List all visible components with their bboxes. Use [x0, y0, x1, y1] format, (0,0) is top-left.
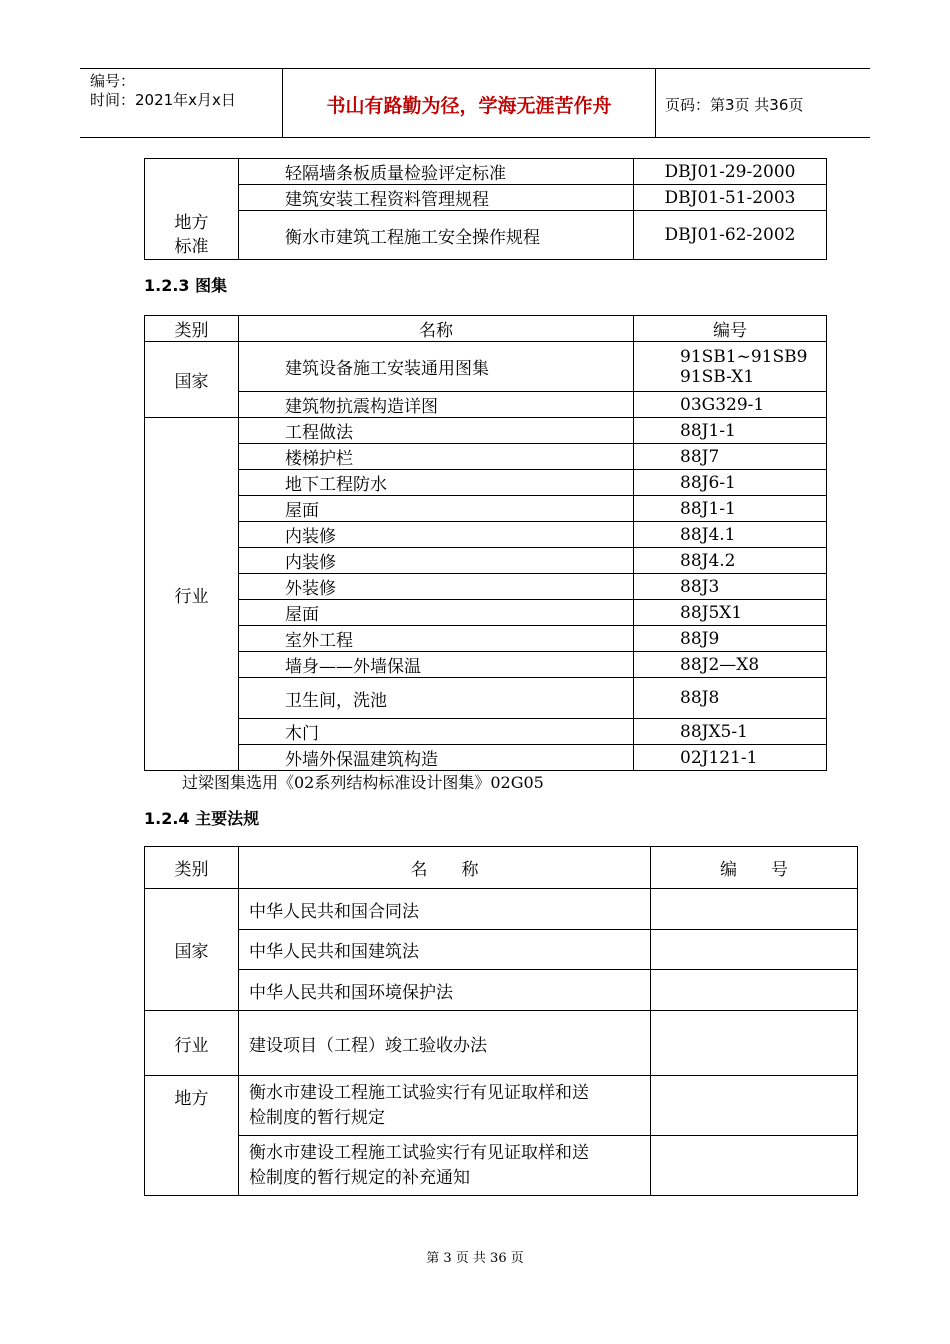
code-cell: 88J4.1: [634, 522, 827, 548]
header-name: 名 称: [239, 847, 651, 889]
table-row: [145, 574, 827, 600]
name-cell: 内装修: [239, 522, 634, 548]
category-cell: 行业: [145, 1011, 239, 1076]
name-cell: 衡水市建筑工程施工安全操作规程: [239, 211, 634, 260]
code-cell: DBJ01-62-2002: [634, 211, 827, 260]
header-code: 编号: [634, 316, 827, 342]
name-cell: 屋面: [239, 600, 634, 626]
name-cell: 建设项目（工程）竣工验收办法: [239, 1011, 651, 1076]
code-line: 91SB1~91SB9: [680, 346, 808, 367]
table-row: [145, 1136, 858, 1196]
table-row: [145, 392, 827, 418]
category-cell: 国家: [145, 342, 239, 418]
laws-table: [144, 846, 858, 1196]
category-cell: [145, 159, 239, 260]
table-row: [145, 600, 827, 626]
code-cell: [651, 930, 858, 970]
code-cell: [651, 1076, 858, 1136]
name-cell: 卫生间，洗池: [239, 678, 634, 719]
code-cell: 88J9: [634, 626, 827, 652]
table-row: [145, 889, 858, 930]
local-standards-table: [144, 158, 827, 260]
table-row: [145, 745, 827, 771]
name-cell: 建筑设备施工安装通用图集: [239, 342, 634, 392]
name-cell: 轻隔墙条板质量检验评定标准: [239, 159, 634, 185]
table-row: [145, 159, 827, 185]
name-cell: 外墙外保温建筑构造: [239, 745, 634, 771]
code-cell: 02J121-1: [634, 745, 827, 771]
header-divider: [655, 69, 656, 137]
table-row: [145, 1076, 858, 1136]
code-cell: 88JX5-1: [634, 719, 827, 745]
table-row: [145, 444, 827, 470]
category-cell: 行业: [145, 418, 239, 771]
code-cell: [634, 342, 827, 392]
name-cell: 中华人民共和国建筑法: [239, 930, 651, 970]
table-header-row: [145, 847, 858, 889]
table-row: [145, 970, 858, 1011]
code-cell: 03G329-1: [634, 392, 827, 418]
table-row: [145, 185, 827, 211]
section-heading-atlas: 1.2.3 图集: [144, 276, 228, 295]
code-cell: 88J5X1: [634, 600, 827, 626]
page-header: [80, 68, 870, 138]
table-row: [145, 211, 827, 260]
table-row: [145, 626, 827, 652]
atlas-table: [144, 315, 827, 771]
beam-atlas-note: 过梁图集选用《02系列结构标准设计图集》02G05: [182, 773, 544, 792]
header-meta: [90, 72, 236, 110]
code-cell: DBJ01-51-2003: [634, 185, 827, 211]
number-label: 编号：: [90, 72, 136, 90]
page-info: 页码：第3页 共36页: [665, 96, 804, 114]
name-cell: 中华人民共和国合同法: [239, 889, 651, 930]
code-cell: [651, 1011, 858, 1076]
table-row: [145, 930, 858, 970]
name-cell: 室外工程: [239, 626, 634, 652]
code-cell: [651, 889, 858, 930]
code-line: 91SB-X1: [680, 366, 755, 387]
name-cell: 墙身——外墙保温: [239, 652, 634, 678]
code-cell: 88J6-1: [634, 470, 827, 496]
time-label: 时间：2021年x月x日: [90, 91, 236, 109]
name-line: 衡水市建设工程施工试验实行有见证取样和送: [249, 1082, 589, 1103]
header-motto: 书山有路勤为径，学海无涯苦作舟: [326, 95, 612, 117]
name-cell: 楼梯护栏: [239, 444, 634, 470]
name-cell: 木门: [239, 719, 634, 745]
table-row: [145, 522, 827, 548]
category-cell: 地方: [145, 1076, 239, 1196]
code-cell: 88J2—X8: [634, 652, 827, 678]
header-name: 名称: [239, 316, 634, 342]
table-row: [145, 1011, 858, 1076]
name-cell: 中华人民共和国环境保护法: [239, 970, 651, 1011]
name-cell: 外装修: [239, 574, 634, 600]
code-cell: [651, 1136, 858, 1196]
table-row: [145, 342, 827, 392]
table-header-row: [145, 316, 827, 342]
name-line: 检制度的暂行规定: [249, 1107, 385, 1128]
name-cell: 建筑物抗震构造详图: [239, 392, 634, 418]
page-footer: 第 3 页 共 36 页: [426, 1251, 524, 1266]
table-row: [145, 678, 827, 719]
name-cell: 工程做法: [239, 418, 634, 444]
name-cell: [239, 1136, 651, 1196]
code-cell: 88J7: [634, 444, 827, 470]
name-cell: 地下工程防水: [239, 470, 634, 496]
table-row: [145, 719, 827, 745]
code-cell: 88J4.2: [634, 548, 827, 574]
table-row: [145, 548, 827, 574]
code-cell: [651, 970, 858, 1011]
header-category: 类别: [145, 847, 239, 889]
table-row: [145, 470, 827, 496]
code-cell: 88J1-1: [634, 496, 827, 522]
name-line: 衡水市建设工程施工试验实行有见证取样和送: [249, 1142, 589, 1163]
category-cell: 国家: [145, 889, 239, 1011]
header-code: 编 号: [651, 847, 858, 889]
table-row: [145, 418, 827, 444]
name-line: 检制度的暂行规定的补充通知: [249, 1167, 470, 1188]
section-heading-laws: 1.2.4 主要法规: [144, 809, 260, 828]
name-cell: 内装修: [239, 548, 634, 574]
name-cell: 建筑安装工程资料管理规程: [239, 185, 634, 211]
code-cell: 88J3: [634, 574, 827, 600]
code-cell: 88J1-1: [634, 418, 827, 444]
name-cell: [239, 1076, 651, 1136]
category-label: 地方标准: [174, 213, 209, 257]
table-row: [145, 496, 827, 522]
code-cell: 88J8: [634, 678, 827, 719]
header-category: 类别: [145, 316, 239, 342]
table-row: [145, 652, 827, 678]
name-cell: 屋面: [239, 496, 634, 522]
code-cell: DBJ01-29-2000: [634, 159, 827, 185]
